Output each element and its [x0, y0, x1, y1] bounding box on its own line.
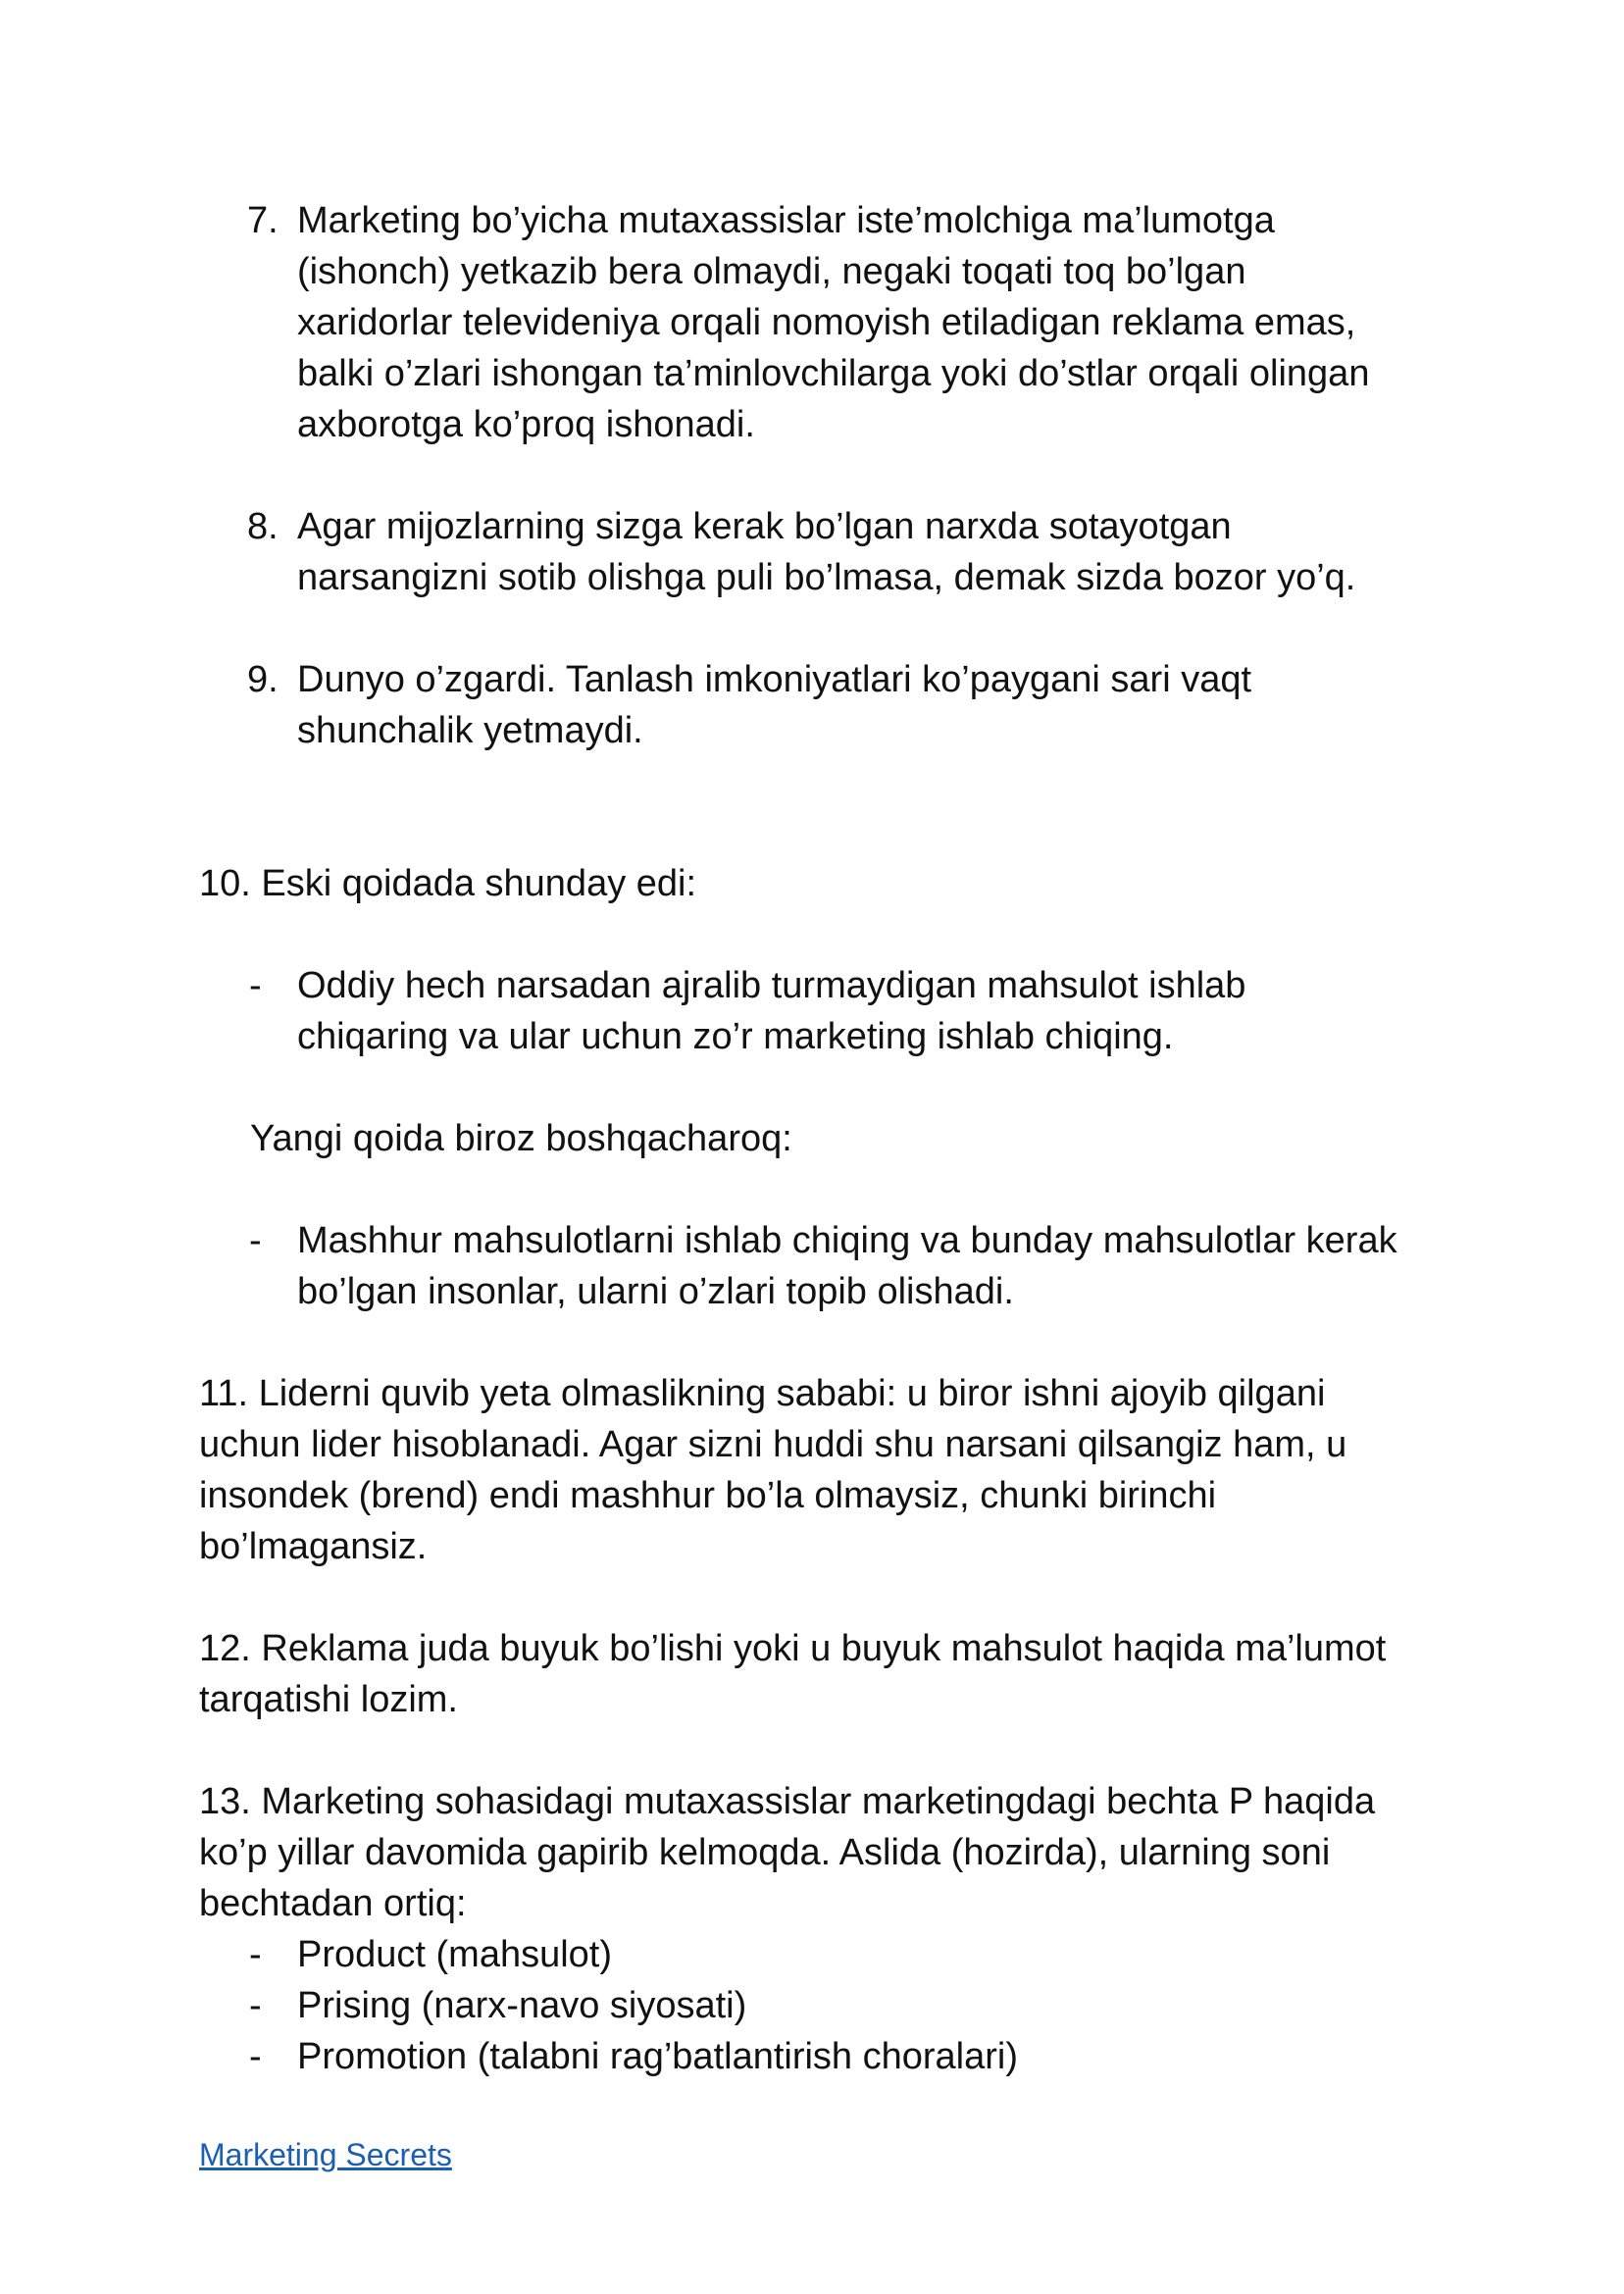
paragraph-line: 13. Marketing sohasidagi mutaxassislar marketingdagi bechta P haqida [199, 1781, 1376, 1822]
paragraph-line: insondek (brend) endi mashhur bo’la olmaysiz, chunki birinchi [199, 1475, 1217, 1516]
list-item-text-line: xaridorlar televideniya orqali nomoyish etiladigan reklama emas, [297, 302, 1356, 343]
bullet-text-line: chiqaring va ular uchun zo’r marketing ishlab chiqing. [297, 1016, 1174, 1057]
new-rule-intro: Yangi qoida biroz boshqacharoq: [250, 1118, 792, 1159]
paragraph-line: 11. Liderni quvib yeta olmaslikning sababi: u biror ishni ajoyib qilgani [199, 1373, 1326, 1414]
list-item-text-line: shunchalik yetmaydi. [297, 710, 643, 751]
bullet-marker: - [249, 965, 262, 1006]
list-item-text-line: (ishonch) yetkazib bera olmaydi, negaki toqati toq bo’lgan [297, 251, 1246, 292]
paragraph-line: bo’lmagansiz. [199, 1526, 428, 1567]
list-number: 7. [247, 200, 279, 241]
list-number: 9. [247, 659, 279, 700]
paragraph-line: bechtadan ortiq: [199, 1883, 467, 1924]
paragraph-line: ko’p yillar davomida gapirib kelmoqda. Aslida (hozirda), ularning soni [199, 1832, 1331, 1873]
footer-link-marketing-secrets[interactable]: Marketing Secrets [199, 2137, 452, 2172]
bullet-text-line: bo’lgan insonlar, ularni o’zlari topib olishadi. [297, 1271, 1014, 1312]
bullet-text-line: Oddiy hech narsadan ajralib turmaydigan mahsulot ishlab [297, 965, 1246, 1006]
paragraph-line: tarqatishi lozim. [199, 1679, 458, 1720]
list-item-text-line: Agar mijozlarning sizga kerak bo’lgan narxda sotayotgan [297, 506, 1232, 547]
bullet-pricing: Prising (narx-navo siyosati) [297, 1985, 747, 2026]
item-10-heading: 10. Eski qoidada shunday edi: [199, 863, 697, 904]
bullet-marker: - [249, 1220, 262, 1261]
list-item-text-line: axborotga ko’proq ishonadi. [297, 404, 755, 445]
list-item-text-line: narsangizni sotib olishga puli bo’lmasa, demak sizda bozor yo’q. [297, 557, 1356, 598]
bullet-marker: - [249, 2036, 262, 2077]
paragraph-line: 12. Reklama juda buyuk bo’lishi yoki u buyuk mahsulot haqida ma’lumot [199, 1628, 1387, 1669]
bullet-text-line: Mashhur mahsulotlarni ishlab chiqing va bunday mahsulotlar kerak [297, 1220, 1397, 1261]
list-item-text-line: Dunyo o’zgardi. Tanlash imkoniyatlari ko’paygani sari vaqt [297, 659, 1252, 700]
bullet-promotion: Promotion (talabni rag’batlantirish choralari) [297, 2036, 1019, 2077]
list-item-text-line: Marketing bo’yicha mutaxassislar iste’molchiga ma’lumotga [297, 200, 1275, 241]
list-number: 8. [247, 506, 279, 547]
paragraph-line: uchun lider hisoblanadi. Agar sizni huddi shu narsani qilsangiz ham, u [199, 1424, 1347, 1465]
bullet-marker: - [249, 1934, 262, 1975]
bullet-product: Product (mahsulot) [297, 1934, 613, 1975]
list-item-text-line: balki o’zlari ishongan ta’minlovchilarga yoki do’stlar orqali olingan [297, 353, 1370, 394]
bullet-marker: - [249, 1985, 262, 2026]
